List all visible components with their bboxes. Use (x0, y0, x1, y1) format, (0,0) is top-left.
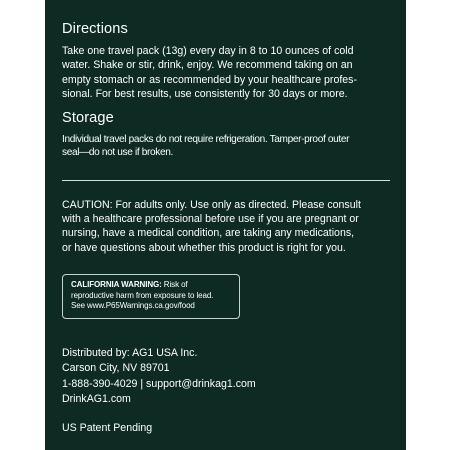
directions-line: water. Shake or stir, drink, enjoy. We recommend taking on an (62, 59, 353, 72)
patent-text: US Patent Pending (62, 421, 153, 434)
california-warning-box (62, 274, 240, 319)
distributor-address: Carson City, NV 89701 (62, 362, 170, 375)
directions-text (62, 44, 390, 102)
directions-section (62, 21, 390, 102)
caution-line: CAUTION: For adults only. Use only as directed. Please consult (62, 198, 361, 211)
directions-line: empty stomach or as recommended by your healthcare profes- (62, 73, 357, 86)
label-panel (45, 0, 406, 450)
california-warning-text: Risk of (161, 280, 188, 290)
directions-line: Take one travel pack (13g) every day in 8 to 10 ounces of cold (62, 45, 354, 57)
california-warning-text: reproductive harm from exposure to lead. (71, 290, 214, 300)
distributor-block (62, 346, 390, 408)
distributor-contact: 1-888-390-4029 | support@drinkag1.com (62, 377, 256, 390)
storage-line: seal—do not use if broken. (62, 147, 173, 159)
caution-text (62, 198, 390, 256)
caution-line: with a healthcare professional before use if you are pregnant or (62, 213, 359, 226)
storage-heading: Storage (62, 109, 114, 126)
divider (62, 180, 390, 181)
storage-section (62, 110, 390, 160)
storage-line: Individual travel packs do not require refrigeration. Tamper-proof outer (62, 133, 350, 145)
distributor-website: DrinkAG1.com (62, 393, 131, 406)
distributor-name: Distributed by: AG1 USA Inc. (62, 347, 198, 360)
directions-line: sional. For best results, use consistently for 30 days or more. (62, 88, 348, 101)
california-warning-label: CALIFORNIA WARNING: (71, 280, 162, 290)
california-warning-link: See www.P65Warnings.ca.gov/food (71, 301, 195, 311)
storage-text (62, 133, 390, 160)
caution-line: nursing, have a medical condition, are taking any medications, (62, 227, 355, 240)
caution-line: or have questions about whether this product is right for you. (62, 241, 346, 254)
directions-heading: Directions (62, 21, 128, 37)
